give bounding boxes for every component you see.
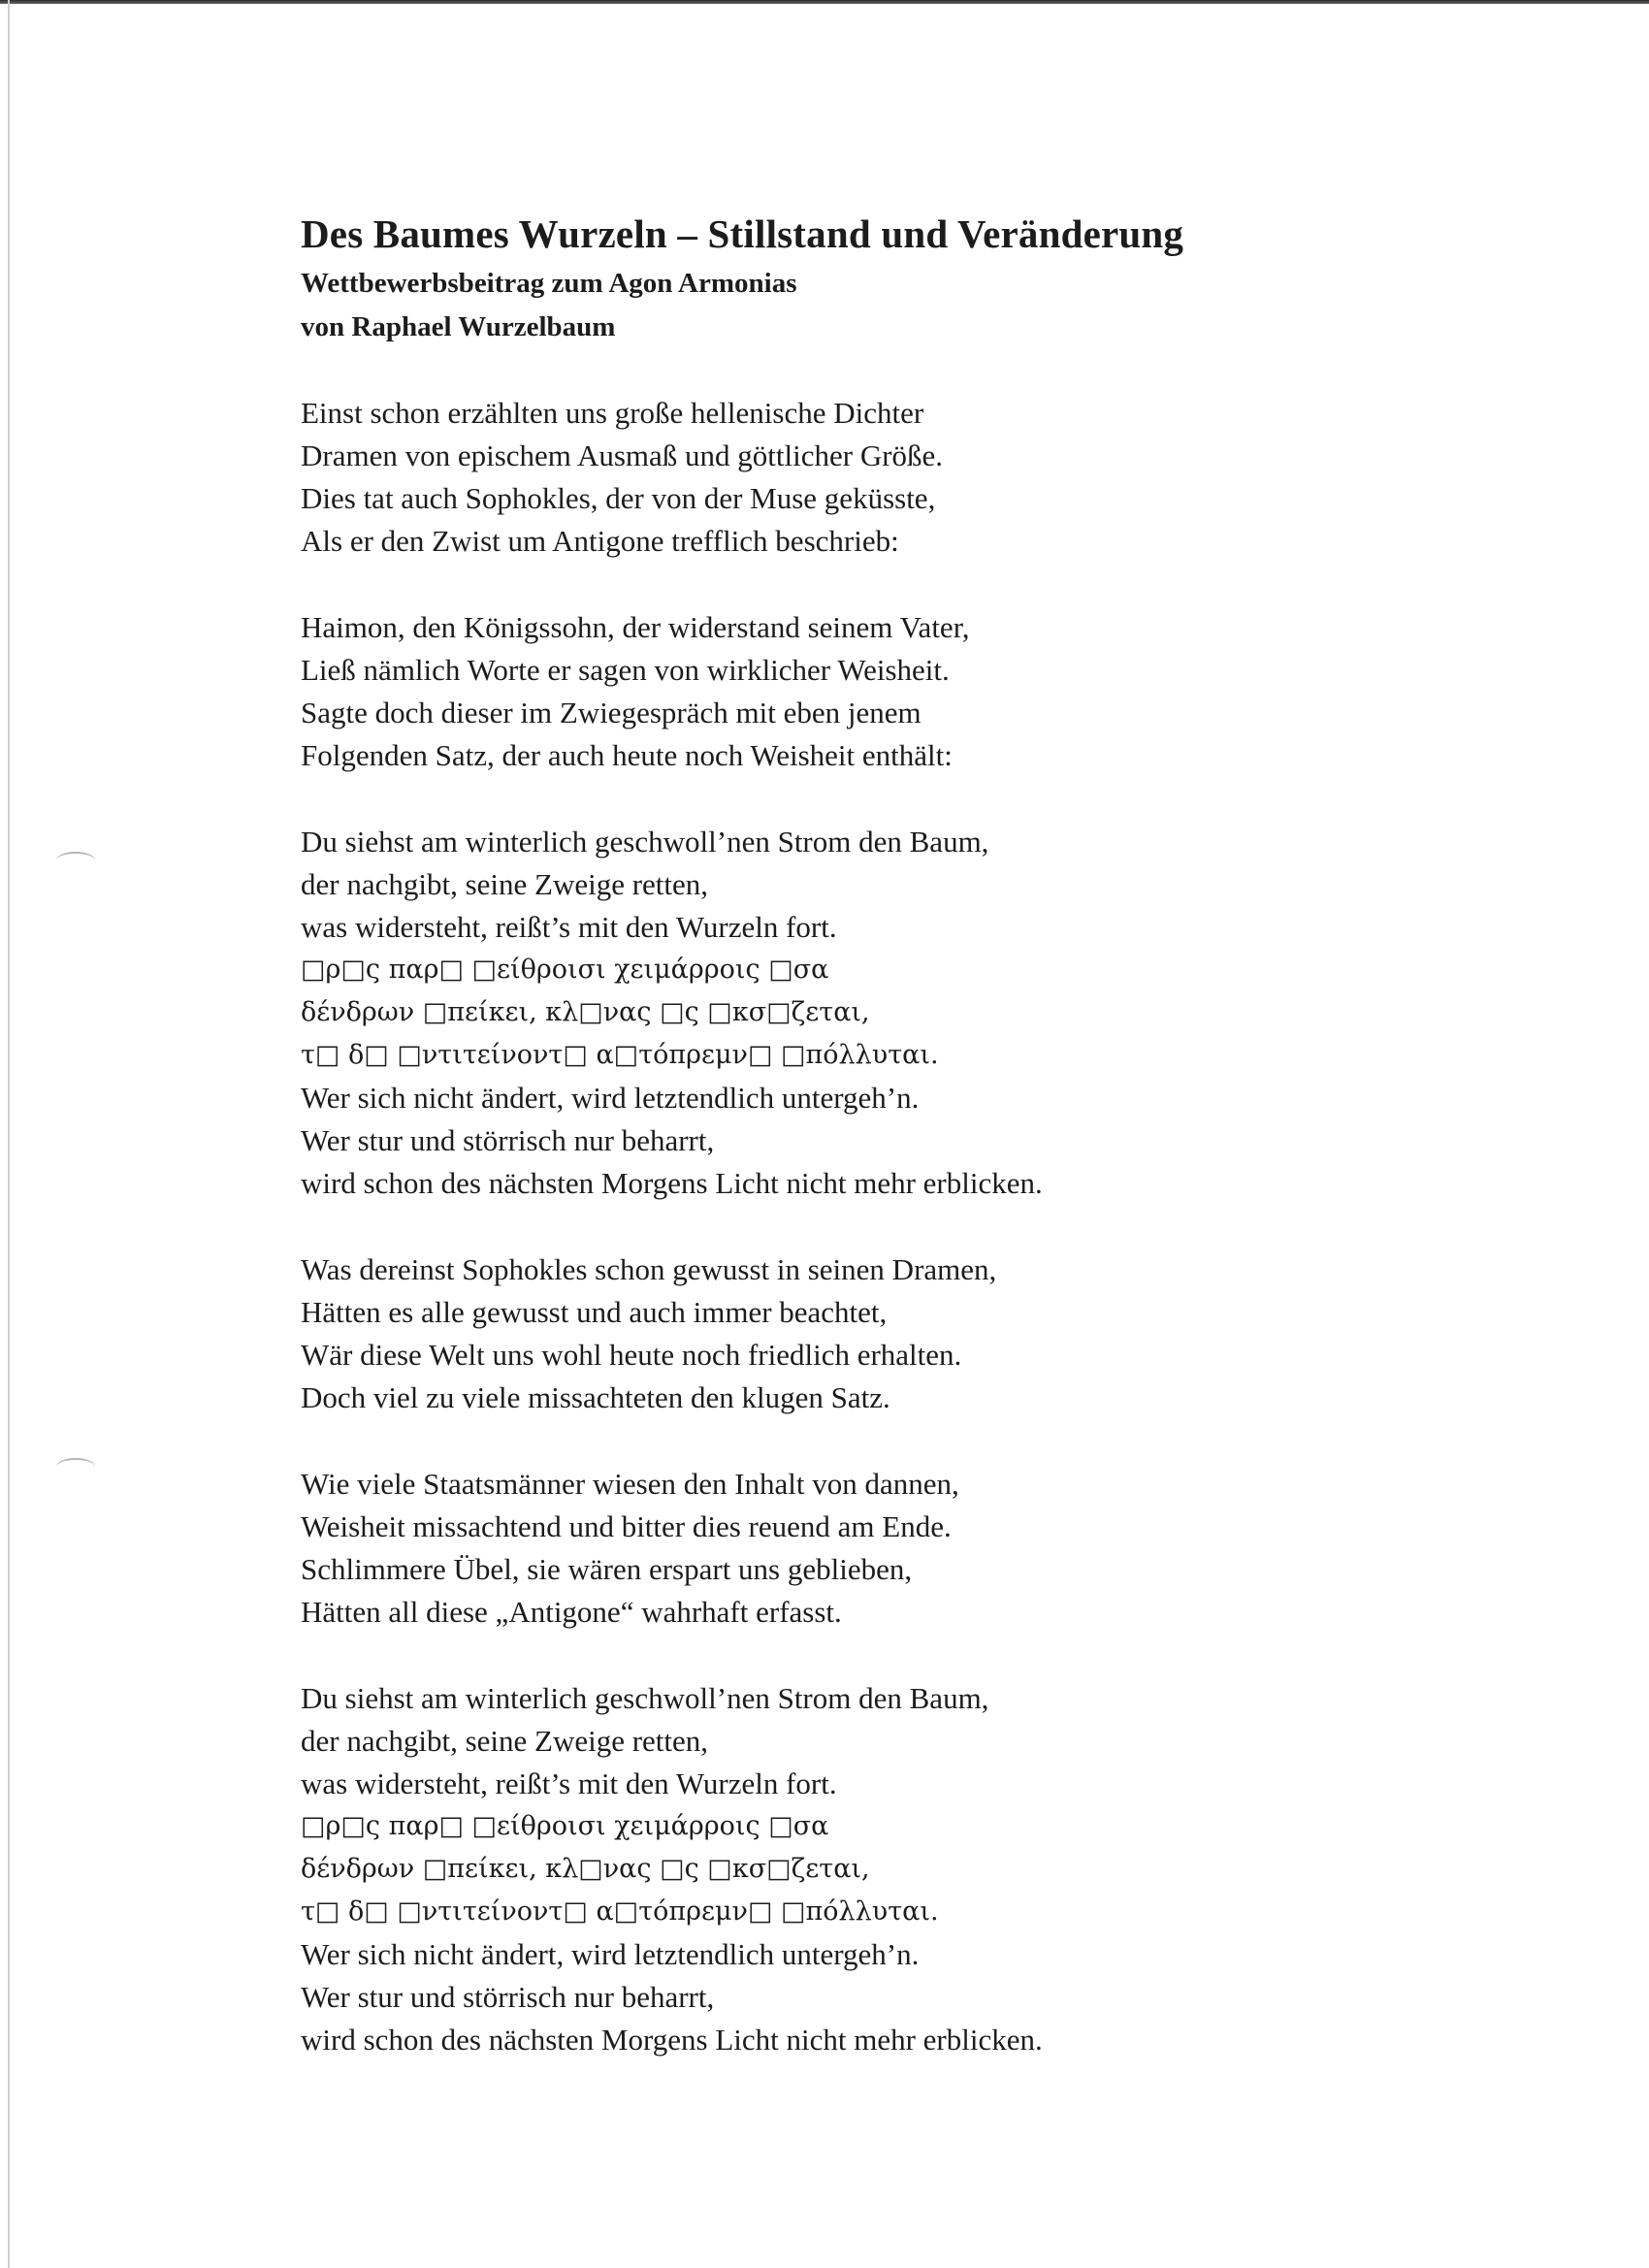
poem-line: der nachgibt, seine Zweige retten, [301, 867, 709, 901]
greek-quote-line: □ρ□ς παρ□ □είθροισι χειμάρροις □σα [301, 1811, 829, 1841]
poem-line: Folgenden Satz, der auch heute noch Weisheit enthält: [301, 738, 953, 772]
greek-quote-line: □ρ□ς παρ□ □είθροισι χειμάρροις □σα [301, 955, 829, 985]
poem-line: Dramen von epischem Ausmaß und göttlicher Größe. [301, 438, 944, 472]
poem-line: Du siehst am winterlich geschwoll’nen Strom den Baum, [301, 825, 989, 859]
stanza-1 [301, 392, 1504, 563]
poem-line: Wer stur und störrisch nur beharrt, [301, 1980, 715, 2014]
poem-line: Wer sich nicht ändert, wird letztendlich untergeh’n. [301, 1081, 920, 1115]
poem-line: Hätten all diese „Antigone“ wahrhaft erfasst. [301, 1595, 842, 1629]
poem-line: Du siehst am winterlich geschwoll’nen Strom den Baum, [301, 1681, 989, 1715]
poem-line: was widersteht, reißt’s mit den Wurzeln fort. [301, 1766, 837, 1800]
poem-line: der nachgibt, seine Zweige retten, [301, 1724, 709, 1758]
poem-line: wird schon des nächsten Morgens Licht nicht mehr erblicken. [301, 1166, 1043, 1200]
document-title: Des Baumes Wurzeln – Stillstand und Veränderung [301, 211, 1184, 256]
document-subtitle: Wettbewerbsbeitrag zum Agon Armonias [301, 268, 797, 299]
punch-hole-mark-lower [56, 1458, 95, 1475]
greek-quote-line: τ□ δ□ □ντιτείνοντ□ α□τόπρεμν□ □πόλλυται. [301, 1040, 939, 1070]
scan-edge-top [0, 0, 1649, 4]
stanza-4 [301, 1248, 1504, 1419]
poem-line: Wer sich nicht ändert, wird letztendlich untergeh’n. [301, 1937, 920, 1971]
poem-line: Was dereinst Sophokles schon gewusst in seinen Dramen, [301, 1252, 997, 1286]
poem-line: Doch viel zu viele missachteten den klugen Satz. [301, 1380, 890, 1414]
poem-line: Dies tat auch Sophokles, der von der Muse geküsste, [301, 481, 936, 515]
stanza-2 [301, 606, 1504, 777]
stanza-6-refrain [301, 1677, 1504, 2061]
greek-quote-line: δένδρων □πείκει, κλ□νας □ς □κσ□ζεται, [301, 997, 870, 1027]
poem-line: wird schon des nächsten Morgens Licht nicht mehr erblicken. [301, 2023, 1043, 2057]
stanza-3-refrain [301, 821, 1504, 1205]
document-page [301, 206, 1504, 2105]
poem-line: Weisheit missachtend und bitter dies reuend am Ende. [301, 1509, 952, 1543]
poem-line: Wer stur und störrisch nur beharrt, [301, 1123, 715, 1157]
poem [301, 392, 1504, 2061]
document-author: von Raphael Wurzelbaum [301, 311, 616, 342]
scan-edge-left [8, 0, 10, 2268]
poem-line: Einst schon erzählten uns große hellenische Dichter [301, 396, 924, 430]
poem-line: was widersteht, reißt’s mit den Wurzeln fort. [301, 910, 837, 944]
poem-line: Haimon, den Königssohn, der widerstand seinem Vater, [301, 610, 970, 644]
poem-line: Als er den Zwist um Antigone trefflich beschrieb: [301, 524, 899, 558]
stanza-5 [301, 1463, 1504, 1634]
poem-line: Hätten es alle gewusst und auch immer beachtet, [301, 1295, 888, 1329]
punch-hole-mark-upper [56, 852, 95, 869]
poem-line: Schlimmere Übel, sie wären erspart uns geblieben, [301, 1552, 913, 1586]
greek-quote-line: τ□ δ□ □ντιτείνοντ□ α□τόπρεμν□ □πόλλυται. [301, 1896, 939, 1927]
poem-line: Wie viele Staatsmänner wiesen den Inhalt von dannen, [301, 1467, 959, 1501]
poem-line: Wär diese Welt uns wohl heute noch friedlich erhalten. [301, 1338, 962, 1372]
poem-line: Ließ nämlich Worte er sagen von wirklicher Weisheit. [301, 653, 950, 687]
greek-quote-line: δένδρων □πείκει, κλ□νας □ς □κσ□ζεται, [301, 1854, 870, 1884]
poem-line: Sagte doch dieser im Zwiegespräch mit eben jenem [301, 696, 922, 729]
